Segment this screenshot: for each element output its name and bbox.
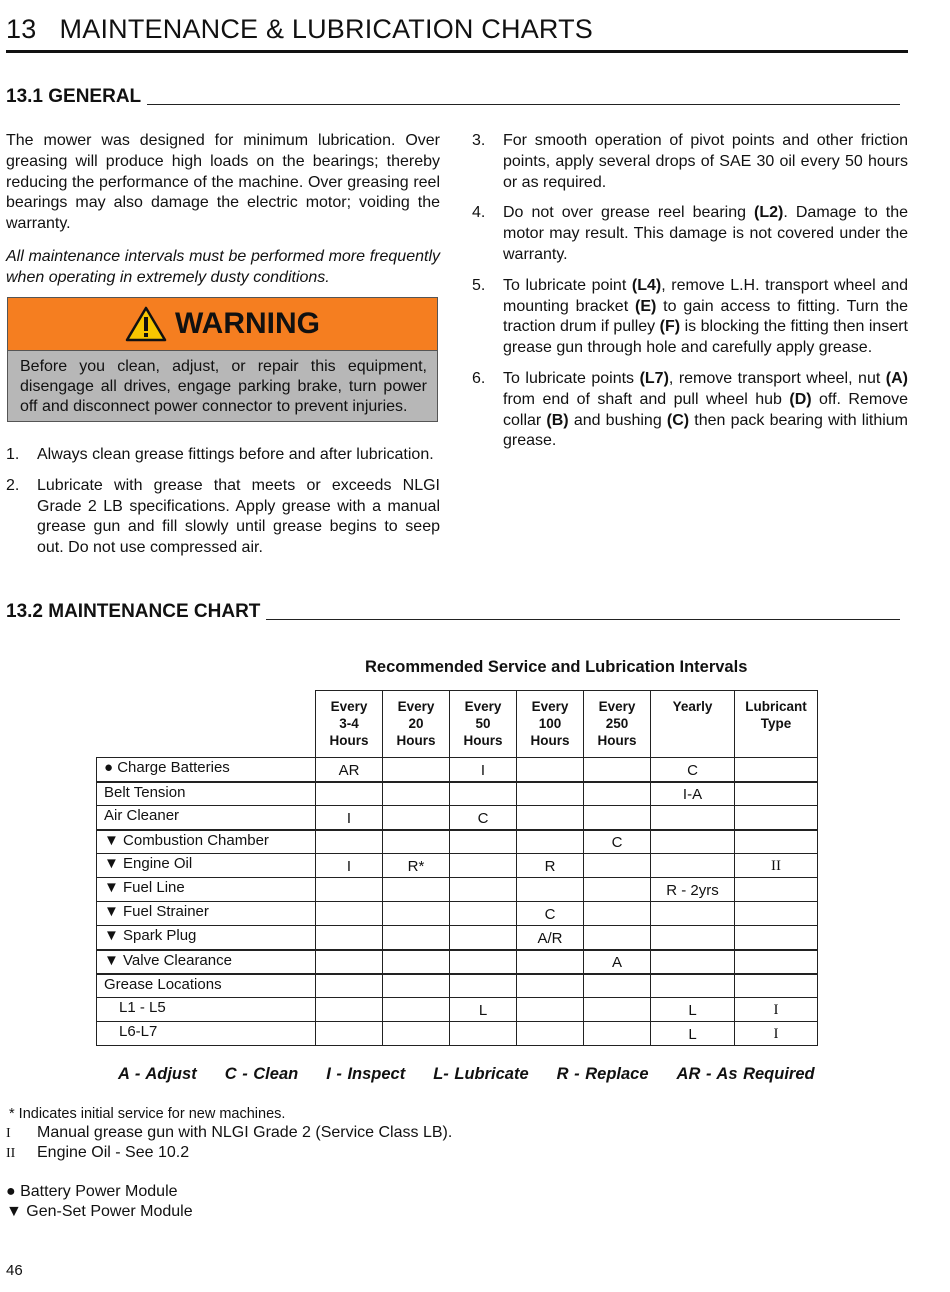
- column-header: Lubricant Type: [735, 691, 818, 758]
- table-cell: [651, 806, 735, 830]
- table-cell: [450, 878, 517, 902]
- section-heading-maintenance: [6, 601, 900, 623]
- table-cell: [383, 806, 450, 830]
- table-cell: [735, 806, 818, 830]
- table-cell: [450, 782, 517, 806]
- footnote-battery-module: ● Battery Power Module: [6, 1183, 178, 1200]
- table-cell: [316, 1022, 383, 1046]
- table-cell: [316, 998, 383, 1022]
- column-header: Yearly: [651, 691, 735, 758]
- table-row: [97, 758, 818, 782]
- column-header: Every 20 Hours: [383, 691, 450, 758]
- table-cell: L: [450, 998, 517, 1022]
- table-cell: [450, 1022, 517, 1046]
- warning-triangle-icon: [125, 306, 167, 342]
- table-row: [97, 830, 818, 854]
- table-cell: I-A: [651, 782, 735, 806]
- table-corner: [97, 691, 316, 758]
- row-label: ▼ Combustion Chamber: [97, 830, 316, 854]
- table-cell: [316, 950, 383, 974]
- column-header: Every 250 Hours: [584, 691, 651, 758]
- table-cell: R: [517, 854, 584, 878]
- table-cell: [651, 950, 735, 974]
- column-header: Every 3-4 Hours: [316, 691, 383, 758]
- list-item: 4. Do not over grease reel bearing (L2). Damage to the motor may result. This damage is not covered under the warranty.: [472, 204, 909, 263]
- chapter-title: [6, 14, 593, 45]
- list-item: 5. To lubricate point (L4), remove L.H. transport wheel and mounting bracket (E) to gain access to fitting. Turn the traction drum if pulley (F) is blocking the fitting then insert grease gun through hole and carefully apply grease.: [472, 276, 908, 357]
- table-cell: [383, 974, 450, 998]
- row-label: Belt Tension: [97, 782, 316, 806]
- warning-label: WARNING: [175, 307, 320, 340]
- table-cell: [735, 782, 818, 806]
- table-cell: [316, 830, 383, 854]
- section-heading-general-text: 13.1 GENERAL: [6, 86, 142, 107]
- table-cell: [383, 902, 450, 926]
- table-cell: L: [651, 1022, 735, 1046]
- table-cell: I: [735, 1022, 818, 1046]
- table-cell: [735, 902, 818, 926]
- row-label: ▼ Fuel Strainer: [97, 902, 316, 926]
- heading-rule: [266, 619, 900, 620]
- table-cell: [584, 1022, 651, 1046]
- table-cell: [517, 950, 584, 974]
- table-cell: [651, 902, 735, 926]
- table-cell: [735, 830, 818, 854]
- table-cell: [584, 926, 651, 950]
- table-cell: [651, 926, 735, 950]
- table-cell: C: [517, 902, 584, 926]
- table-cell: A/R: [517, 926, 584, 950]
- table-cell: [450, 854, 517, 878]
- table-row: [97, 974, 818, 998]
- list-item: 1. Always clean grease fittings before and after lubrication.: [6, 446, 434, 463]
- warning-box: [7, 297, 438, 422]
- table-cell: [383, 1022, 450, 1046]
- maintenance-table: [96, 690, 818, 1046]
- table-cell: [517, 782, 584, 806]
- legend-item: L- Lubricate: [433, 1065, 529, 1083]
- table-cell: [383, 758, 450, 782]
- table-cell: [735, 878, 818, 902]
- table-cell: R*: [383, 854, 450, 878]
- chapter-number: 13: [6, 14, 37, 44]
- table-cell: I: [450, 758, 517, 782]
- table-cell: A: [584, 950, 651, 974]
- table-cell: [584, 806, 651, 830]
- warning-text: Before you clean, adjust, or repair this equipment, disengage all drives, engage parking brake, turn power off and disconnect power connector to prevent injuries.: [8, 350, 437, 421]
- row-label: ▼ Fuel Line: [97, 878, 316, 902]
- row-label: Air Cleaner: [97, 806, 316, 830]
- table-row: [97, 926, 818, 950]
- general-list-left: [6, 445, 440, 559]
- table-row: [97, 1022, 818, 1046]
- row-label: L6-L7: [97, 1022, 316, 1046]
- table-cell: [735, 926, 818, 950]
- table-cell: [450, 830, 517, 854]
- table-cell: [584, 878, 651, 902]
- chapter-rule: [6, 50, 908, 53]
- table-cell: II: [735, 854, 818, 878]
- table-cell: [584, 998, 651, 1022]
- table-row: [97, 998, 818, 1022]
- table-legend: [118, 1065, 815, 1084]
- table-cell: L: [651, 998, 735, 1022]
- table-cell: [651, 854, 735, 878]
- general-list-right: [472, 131, 908, 452]
- table-cell: [517, 830, 584, 854]
- section-heading-general: [6, 86, 900, 108]
- table-cell: I: [316, 854, 383, 878]
- table-cell: R - 2yrs: [651, 878, 735, 902]
- table-cell: [584, 782, 651, 806]
- table-cell: C: [584, 830, 651, 854]
- table-title: Recommended Service and Lubrication Intervals: [365, 658, 748, 676]
- general-intro: The mower was designed for minimum lubrication. Over greasing will produce high loads on the bearings; thereby reducing the performance of the machine. Over greasing reel bearings may also damage the electric motor; voiding the warranty.: [6, 132, 440, 233]
- table-row: [97, 950, 818, 974]
- table-cell: AR: [316, 758, 383, 782]
- table-cell: [316, 926, 383, 950]
- table-cell: [584, 974, 651, 998]
- table-cell: [316, 974, 383, 998]
- table-cell: [517, 758, 584, 782]
- table-row: [97, 806, 818, 830]
- row-label: ▼ Spark Plug: [97, 926, 316, 950]
- column-header: Every 50 Hours: [450, 691, 517, 758]
- table-cell: I: [316, 806, 383, 830]
- table-cell: [735, 974, 818, 998]
- table-cell: [383, 878, 450, 902]
- table-cell: [651, 830, 735, 854]
- table-row: [97, 902, 818, 926]
- table-cell: [517, 1022, 584, 1046]
- table-cell: [383, 830, 450, 854]
- table-row: [97, 854, 818, 878]
- list-item: 6. To lubricate points (L7), remove transport wheel, nut (A) from end of shaft and pull wheel hub (D) off. Remove collar (B) and bushing (C) then pack bearing with lithium grease.: [472, 369, 909, 450]
- footnote-genset-module: ▼ Gen-Set Power Module: [6, 1203, 193, 1220]
- legend-item: I - Inspect: [326, 1065, 406, 1083]
- footnote-asterisk: * Indicates initial service for new machines.: [9, 1106, 286, 1122]
- table-cell: I: [735, 998, 818, 1022]
- list-item: 3. For smooth operation of pivot points and other friction points, apply several drops of SAE 30 oil every 50 hours or as required.: [472, 132, 908, 191]
- chapter-name: MAINTENANCE & LUBRICATION CHARTS: [59, 14, 594, 44]
- table-cell: [316, 902, 383, 926]
- table-row: [97, 878, 818, 902]
- table-cell: [735, 950, 818, 974]
- row-label: ▼ Valve Clearance: [97, 950, 316, 974]
- footnote-lubricant-2: II Engine Oil - See 10.2: [6, 1144, 190, 1161]
- row-label: ▼ Engine Oil: [97, 854, 316, 878]
- page-number: 46: [6, 1262, 23, 1279]
- row-label: Grease Locations: [97, 974, 316, 998]
- legend-item: R - Replace: [556, 1065, 649, 1083]
- heading-rule: [147, 104, 900, 105]
- table-cell: [450, 950, 517, 974]
- dusty-conditions-note: All maintenance intervals must be performed more frequently when operating in extremely dusty conditions.: [6, 248, 440, 286]
- table-cell: [450, 926, 517, 950]
- table-cell: C: [450, 806, 517, 830]
- table-cell: [584, 902, 651, 926]
- table-cell: [316, 878, 383, 902]
- table-cell: [517, 806, 584, 830]
- table-cell: [584, 758, 651, 782]
- legend-item: A - Adjust: [118, 1065, 197, 1083]
- table-cell: [383, 950, 450, 974]
- row-label: L1 - L5: [97, 998, 316, 1022]
- row-label: ● Charge Batteries: [97, 758, 316, 782]
- table-cell: [735, 758, 818, 782]
- table-cell: [584, 854, 651, 878]
- table-cell: [316, 782, 383, 806]
- section-heading-maintenance-text: 13.2 MAINTENANCE CHART: [6, 601, 261, 622]
- list-item: 2. Lubricate with grease that meets or exceeds NLGI Grade 2 LB specifications. Apply grease with a manual grease gun and fill slowly until grease begins to seep out. Do not use compressed air.: [6, 476, 440, 557]
- legend-item: C - Clean: [224, 1065, 299, 1083]
- footnote-lubricant-1: I Manual grease gun with NLGI Grade 2 (Service Class LB).: [6, 1124, 453, 1141]
- table-cell: [517, 974, 584, 998]
- table-cell: [517, 998, 584, 1022]
- warning-header: [8, 298, 437, 350]
- table-cell: [383, 782, 450, 806]
- table-cell: [450, 902, 517, 926]
- table-cell: [383, 926, 450, 950]
- column-header: Every 100 Hours: [517, 691, 584, 758]
- legend-item: AR - As Required: [676, 1065, 815, 1083]
- table-cell: [517, 878, 584, 902]
- table-row: [97, 782, 818, 806]
- table-cell: C: [651, 758, 735, 782]
- table-cell: [651, 974, 735, 998]
- table-cell: [450, 974, 517, 998]
- table-cell: [383, 998, 450, 1022]
